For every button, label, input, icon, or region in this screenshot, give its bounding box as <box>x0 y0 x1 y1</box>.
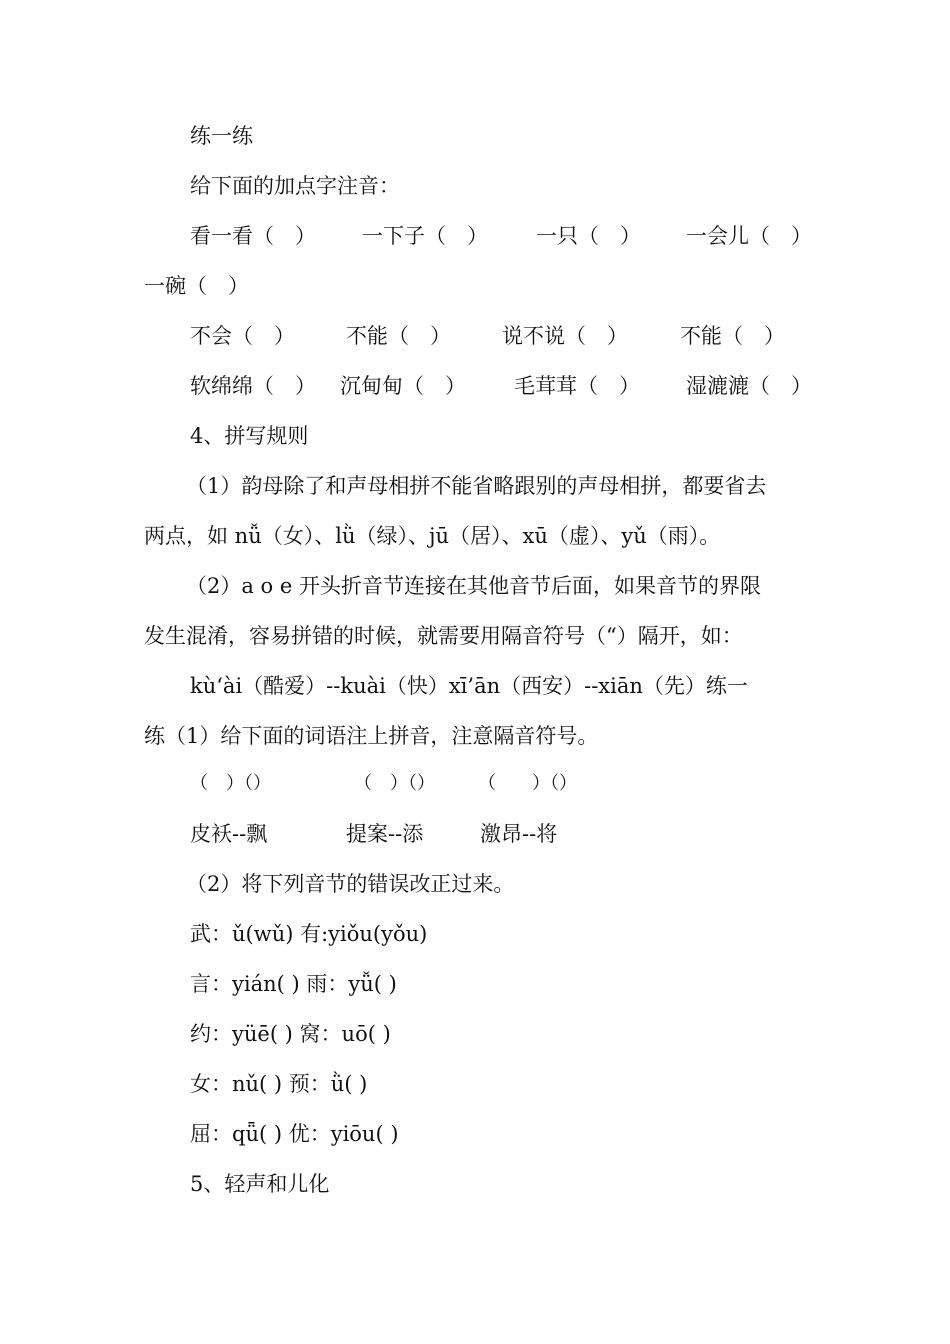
instruction-text: 给下面的加点字注音： <box>190 174 400 198</box>
word: 皮袄--飘 <box>190 822 268 846</box>
item: 湿漉漉（ ） <box>686 374 812 398</box>
correction-line: 武：ǔ(wǔ) 有:yiǒu(yǒu) <box>190 922 428 946</box>
rule-2-line-1: （2）a o e 开头折音节连接在其他音节后面，如果音节的界限 <box>186 574 761 598</box>
exercise-row-a-wrap: 一碗（ ） <box>144 274 249 298</box>
rule-1-line-1: （1）韵母除了和声母相拼不能省略跟别的声母相拼，都要省去 <box>186 474 767 498</box>
item: 一只（ ） <box>536 224 641 248</box>
item: 不会（ ） <box>190 324 295 348</box>
item: 不能（ ） <box>346 324 451 348</box>
rule-2-line-2: 发生混淆，容易拼错的时候，就需要用隔音符号（“）隔开，如： <box>144 624 743 648</box>
example-line-2: 练（1）给下面的词语注上拼音，注意隔音符号。 <box>144 724 599 748</box>
item: 沉甸甸（ ） <box>340 374 466 398</box>
example-line-1: kù‘ài（酷爱）--kuài（快）xī’ān（西安）--xiān（先）练一 <box>190 674 748 698</box>
correction-line: 女：nǔ( ) 预：ǜ( ) <box>190 1072 368 1096</box>
blank-group: （ ）（） <box>478 773 577 794</box>
item: 一下子（ ） <box>362 224 488 248</box>
item: 看一看（ ） <box>190 224 316 248</box>
blank-group: （ ）（） <box>354 773 435 794</box>
section-4-heading: 4、拼写规则 <box>190 424 309 448</box>
item: 不能（ ） <box>680 324 785 348</box>
word: 激昂--将 <box>480 822 558 846</box>
blank-group: （ ）（） <box>190 773 271 794</box>
correction-line: 言：yián( ) 雨：yǚ( ) <box>190 972 397 996</box>
item: 毛茸茸（ ） <box>514 374 640 398</box>
item: 一会儿（ ） <box>686 224 812 248</box>
section-5-heading: 5、轻声和儿化 <box>190 1172 330 1196</box>
practice-heading: 练一练 <box>190 124 253 148</box>
word: 提案--添 <box>346 822 424 846</box>
exercise-2-heading: （2）将下列音节的错误改正过来。 <box>186 872 515 896</box>
correction-line: 约：yüē( ) 窝：uō( ) <box>190 1022 391 1046</box>
correction-line: 屈：qǖ( ) 优：yiōu( ) <box>190 1122 399 1146</box>
rule-1-line-2: 两点，如 nǚ（女）、lǜ（绿）、jū（居）、xū（虚）、yǔ（雨）。 <box>144 524 721 548</box>
item: 说不说（ ） <box>502 324 628 348</box>
item: 软绵绵（ ） <box>190 374 316 398</box>
